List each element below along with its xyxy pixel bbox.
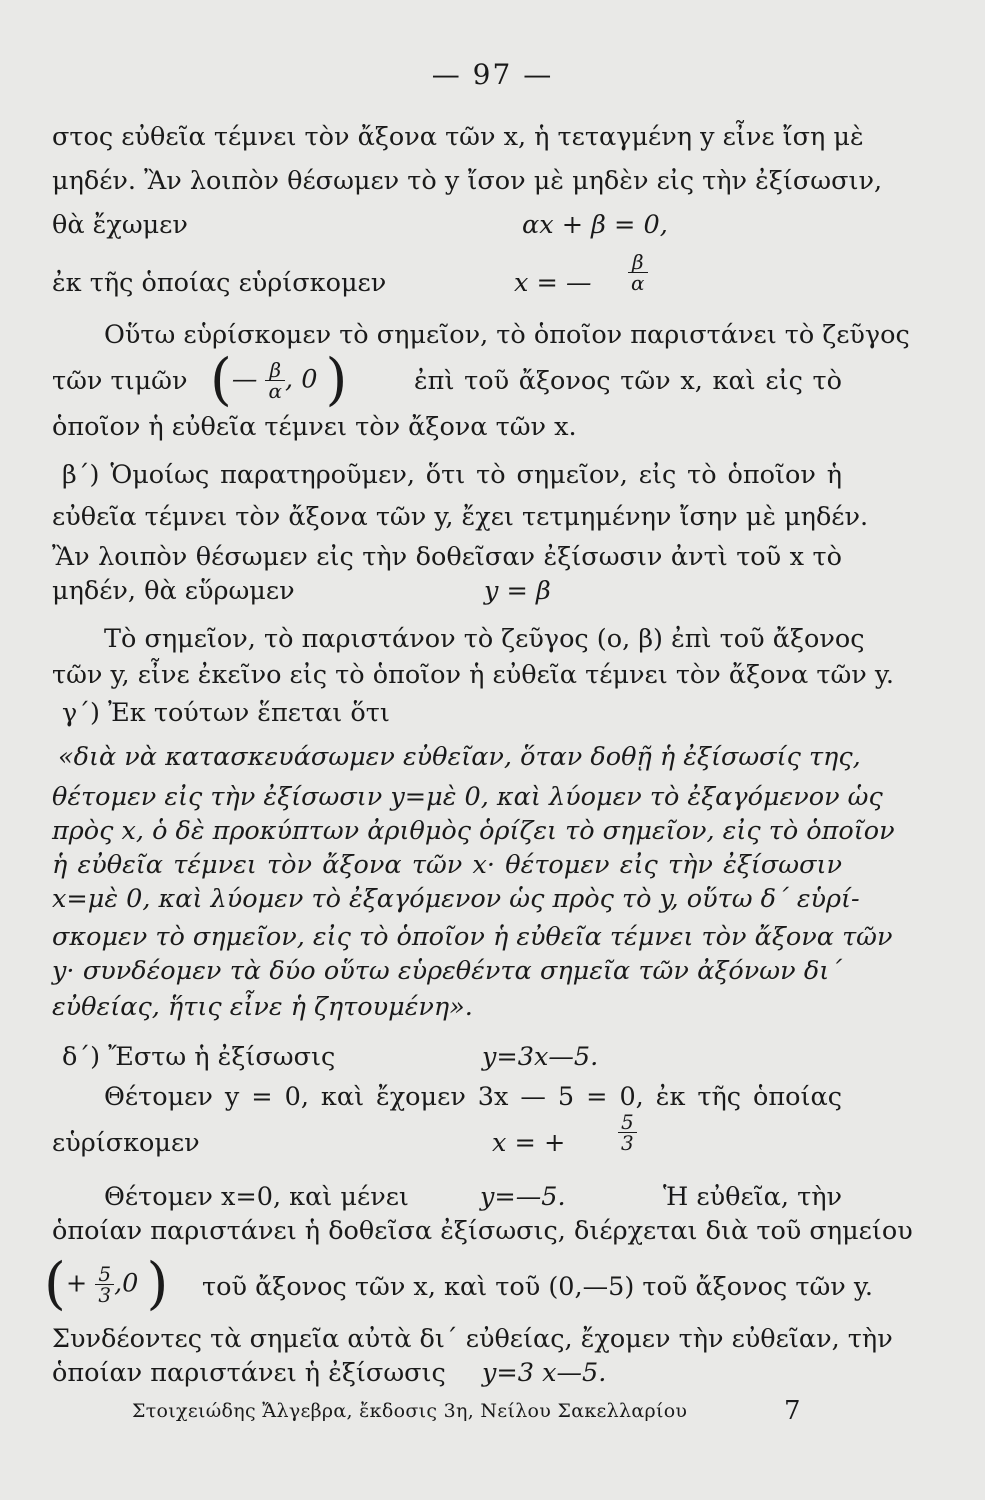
text-line-6-rest: ἐπὶ τοῦ ἄξονος τῶν x, καὶ εἰς τὸ (414, 366, 842, 396)
text-line-8: β΄) Ὁμοίως παρατηροῦμεν, ὅτι τὸ σημεῖον, εἰς τὸ ὁποῖον ἡ (62, 460, 842, 490)
rule-line-5: x=μὲ 0, καὶ λύομεν τὸ ἐξαγόμενον ὡς πρὸς τὸ y, οὕτω δ΄ εὑρί- (52, 884, 860, 914)
equation-y-3x-5: y=3x—5. (482, 1042, 599, 1072)
text-line-25 (52, 1110, 842, 1160)
equation-y-minus-5: y=—5. (480, 1182, 566, 1212)
footer-signature: Στοιχειώδης Ἄλγεβρα, ἔκδοσις 3η, Νείλου Σακελλαρίου (132, 1400, 688, 1422)
fraction-numerator: β (628, 252, 648, 273)
fraction-beta-over-alpha (628, 252, 648, 293)
text-line-24: Θέτομεν y = 0, καὶ ἔχομεν 3x — 5 = 0, ἐκ τῆς ὁποίας (104, 1082, 842, 1112)
text-line-6-label: τῶν τιμῶν (52, 366, 188, 396)
text-line-30 (52, 1356, 842, 1390)
page-number: — 97 — (431, 58, 554, 91)
text-line-23 (62, 1040, 852, 1074)
rule-line-7: y· συνδέομεν τὰ δύο οὕτω εὑρεθέντα σημεῖα τῶν ἀξόνων δι΄ (52, 956, 842, 986)
coordinate-pair-five-thirds: (+ $\frac{5}{3}$ ,0 ) (44, 1251, 169, 1317)
text-line-7: ὁποῖον ἡ εὐθεῖα τέμνει τὸν ἄξονα τῶν x. (52, 412, 577, 442)
text-line-3-label: θὰ ἔχωμεν (52, 210, 188, 240)
text-line-27: ὁποίαν παριστάνει ἡ δοθεῖσα ἐξίσωσις, διέρχεται διὰ τοῦ σημείου (52, 1216, 913, 1246)
rule-line-1: «διὰ νὰ κατασκευάσωμεν εὐθεῖαν, ὅταν δοθῇ ἡ ἐξίσωσίς της, (58, 742, 861, 772)
equation-final: y=3 x—5. (482, 1358, 607, 1388)
text-line-30-label: ὁποίαν παριστάνει ἡ ἐξίσωσις (52, 1358, 446, 1388)
text-line-14: γ΄) Ἐκ τούτων ἕπεται ὅτι (62, 698, 390, 728)
text-line-25-label: εὑρίσκομεν (52, 1128, 200, 1158)
text-line-11-label: μηδέν, θὰ εὕρωμεν (52, 576, 295, 606)
text-line-13: τῶν y, εἶνε ἐκεῖνο εἰς τὸ ὁποῖον ἡ εὐθεῖα τέμνει τὸν ἄξονα τῶν y. (52, 660, 894, 690)
equation-x-equals: x = — (514, 268, 592, 298)
rule-line-8: εὐθείας, ἥτις εἶνε ἡ ζητουμένη». (52, 992, 473, 1022)
equation-y-equals-beta: y = β (484, 576, 551, 606)
text-line-4-label: ἐκ τῆς ὁποίας εὑρίσκομεν (52, 268, 387, 298)
text-line-26-label: Θέτομεν x=0, καὶ μένει (104, 1182, 409, 1212)
rule-line-3: πρὸς x, ὁ δὲ προκύπτων ἀριθμὸς ὁρίζει τὸ σημεῖον, εἰς τὸ ὁποῖον (52, 816, 895, 846)
equation-ax-plus-b: αx + β = 0, (522, 210, 668, 240)
rule-line-2: θέτομεν εἰς τὴν ἐξίσωσιν y=μὲ 0, καὶ λύομεν τὸ ἐξαγόμενον ὡς (52, 782, 883, 812)
text-line-5: Οὕτω εὑρίσκομεν τὸ σημεῖον, τὸ ὁποῖον παριστάνει τὸ ζεῦγος (104, 320, 910, 350)
text-line-26 (104, 1180, 842, 1214)
text-line-6 (52, 347, 842, 413)
fraction-denominator: α (631, 271, 645, 295)
footer-sheet-number: 7 (784, 1396, 801, 1426)
coordinate-pair-x-intercept: (— $\frac{\beta}{\alpha}$ , 0 ) (210, 347, 348, 413)
rule-line-4: ἡ εὐθεῖα τέμνει τὸν ἄξονα τῶν x· θέτομεν εἰς τὴν ἐξίσωσιν (52, 850, 842, 880)
rule-line-6: σκομεν τὸ σημεῖον, εἰς τὸ ὁποῖον ἡ εὐθεῖα τέμνει τὸν ἄξονα τῶν (52, 922, 893, 952)
equation-x-plus: x = + (492, 1128, 566, 1158)
text-line-11 (52, 574, 842, 608)
text-line-9: εὐθεῖα τέμνει τὸν ἄξονα τῶν y, ἔχει τετμημένην ἴσην μὲ μηδέν. (52, 502, 869, 532)
text-line-29: Συνδέοντες τὰ σημεῖα αὐτὰ δι΄ εὐθείας, ἔχομεν τὴν εὐθεῖαν, τὴν (52, 1324, 893, 1354)
text-line-3 (52, 208, 842, 242)
text-line-4 (52, 250, 842, 300)
text-line-2: μηδέν. Ἂν λοιπὸν θέσωμεν τὸ y ἴσον μὲ μηδὲν εἰς τὴν ἐξίσωσιν, (52, 166, 883, 196)
fraction-five-thirds: $\frac{5}{3}$ (618, 1112, 637, 1153)
text-line-1: στος εὐθεῖα τέμνει τὸν ἄξονα τῶν x, ἡ τεταγμένη y εἶνε ἴση μὲ (52, 122, 864, 152)
text-line-26-rest: Ἡ εὐθεῖα, τὴν (663, 1182, 842, 1212)
text-line-28-rest: τοῦ ἄξονος τῶν x, καὶ τοῦ (0,—5) τοῦ ἄξονος τῶν y. (202, 1272, 873, 1302)
text-line-12: Τὸ σημεῖον, τὸ παριστάνον τὸ ζεῦγος (ο, β) ἐπὶ τοῦ ἄξονος (104, 624, 865, 654)
text-line-23-label: δ΄) Ἔστω ἡ ἐξίσωσις (62, 1042, 336, 1072)
text-line-10: Ἂν λοιπὸν θέσωμεν εἰς τὴν δοθεῖσαν ἐξίσωσιν ἀντὶ τοῦ x τὸ (52, 542, 842, 572)
